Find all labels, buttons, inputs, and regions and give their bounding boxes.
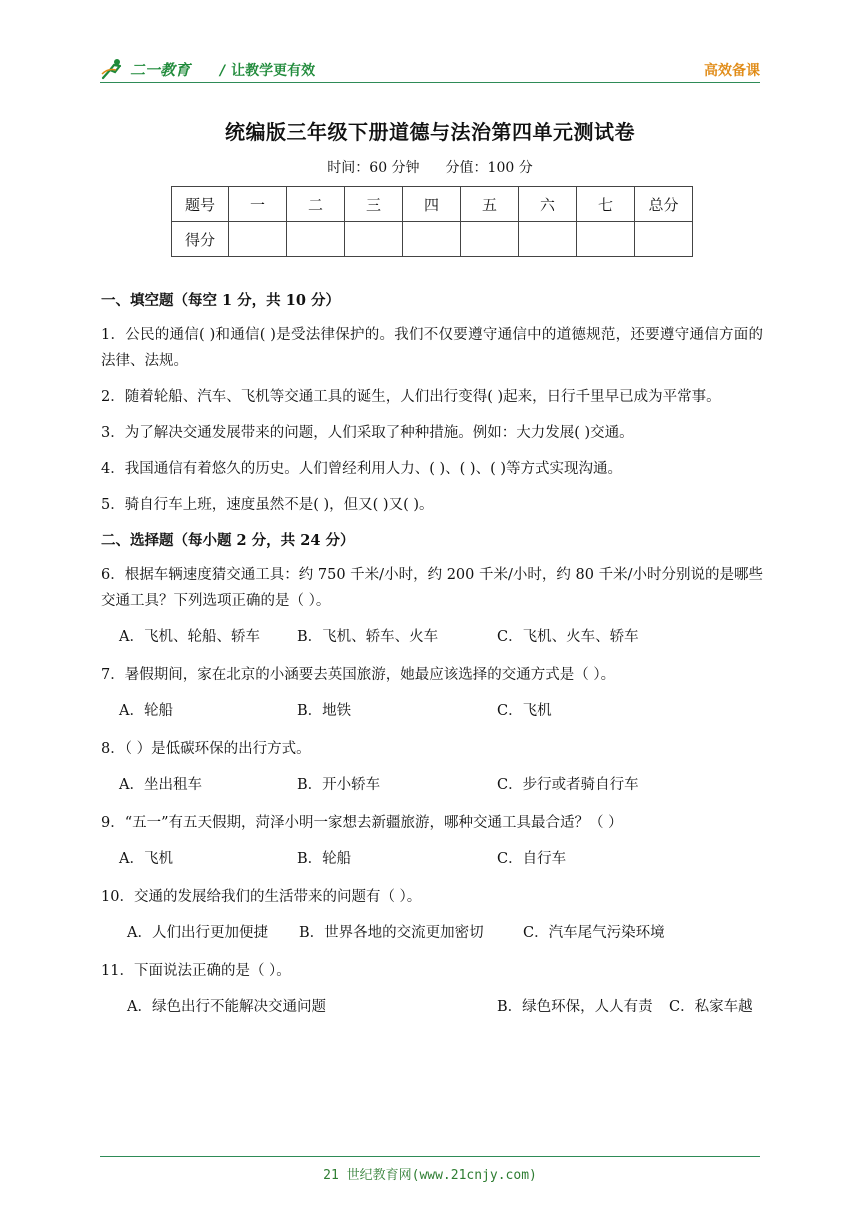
question: 2．随着轮船、汽车、飞机等交通工具的诞生，人们出行变得( )起来，日行千里早已成为平常事。 [101, 389, 721, 405]
option[interactable]: C．飞机、火车、轿车 [497, 629, 639, 645]
score-cell: 三 [345, 187, 403, 222]
exam-content [101, 288, 763, 1032]
question: 8．（ ）是低碳环保的出行方式。 [101, 741, 311, 757]
question: 7．暑假期间，家在北京的小涵要去英国旅游，她最应该选择的交通方式是（ ）。 [101, 667, 616, 683]
page-footer: 21 世纪教育网(www.21cnjy.com) [323, 1168, 537, 1183]
section-title: 二、选择题（每小题 2 分，共 24 分） [101, 532, 355, 549]
options [127, 920, 763, 946]
page-header [100, 56, 760, 84]
option[interactable]: A．坐出租车 [119, 777, 202, 793]
option[interactable]: A．人们出行更加便捷 [127, 925, 268, 941]
option[interactable]: B．轮船 [297, 851, 352, 867]
question: 6．根据车辆速度猜交通工具：约 750 千米/小时，约 200 千米/小时，约 80 千米/小时分别说的是哪些交通工具？下列选项正确的是（ ）。 [101, 567, 763, 609]
option[interactable]: C．步行或者骑自行车 [497, 777, 639, 793]
page-title: 统编版三年级下册道德与法治第四单元测试卷 [225, 120, 635, 144]
score-table-header-row [172, 187, 693, 222]
score-input-cell[interactable] [519, 222, 577, 257]
score-input-cell[interactable] [461, 222, 519, 257]
option[interactable]: A．轮船 [119, 703, 173, 719]
question: 11．下面说法正确的是（ ）。 [101, 963, 291, 979]
options [127, 994, 763, 1020]
option[interactable]: A．飞机、轮船、轿车 [119, 629, 260, 645]
score-cell: 二 [287, 187, 345, 222]
score-input-cell[interactable] [403, 222, 461, 257]
score-cell: 题号 [172, 187, 229, 222]
score-table-score-row [172, 222, 693, 257]
score-cell: 五 [461, 187, 519, 222]
option[interactable]: C．私家车越 [669, 999, 753, 1015]
options [119, 772, 763, 798]
question: 4．我国通信有着悠久的历史。人们曾经利用人力、( )、( )、( )等方式实现沟通。 [101, 461, 622, 477]
options [119, 698, 763, 724]
score-input-cell[interactable] [345, 222, 403, 257]
score-cell: 六 [519, 187, 577, 222]
exam-time: 时间：60 分钟 [327, 160, 420, 176]
score-cell: 一 [229, 187, 287, 222]
score-input-cell[interactable] [287, 222, 345, 257]
score-cell: 四 [403, 187, 461, 222]
score-input-cell[interactable] [577, 222, 635, 257]
option[interactable]: C．汽车尾气污染环境 [523, 925, 665, 941]
score-input-cell[interactable] [229, 222, 287, 257]
option[interactable]: B．飞机、轿车、火车 [297, 629, 439, 645]
brand-logo [100, 58, 190, 80]
question: 3．为了解决交通发展带来的问题，人们采取了种种措施。例如：大力发展( )交通。 [101, 425, 634, 441]
option[interactable]: B．绿色环保，人人有责 [497, 999, 653, 1015]
header-right-label: 高效备课 [704, 63, 760, 79]
score-cell: 总分 [635, 187, 693, 222]
option[interactable]: A．绿色出行不能解决交通问题 [127, 999, 326, 1015]
brand-name: 二一教育 [130, 60, 191, 79]
header-divider [100, 82, 760, 83]
exam-info [0, 157, 860, 177]
section-title: 一、填空题（每空 1 分，共 10 分） [101, 292, 340, 309]
exam-score: 分值：100 分 [445, 160, 533, 176]
footer-divider [100, 1156, 760, 1157]
question: 1．公民的通信( )和通信( )是受法律保护的。我们不仅要遵守通信中的道德规范，还要遵守通信方面的法律、法规。 [101, 327, 763, 369]
option[interactable]: B．世界各地的交流更加密切 [299, 925, 484, 941]
score-cell: 得分 [172, 222, 229, 257]
question: 5．骑自行车上班，速度虽然不是( )，但又( )又( )。 [101, 497, 434, 513]
option[interactable]: B．开小轿车 [297, 777, 381, 793]
runner-logo-icon [100, 58, 126, 80]
option[interactable]: C．自行车 [497, 851, 567, 867]
score-table [171, 186, 693, 257]
question: 10．交通的发展给我们的生活带来的问题有（ ）。 [101, 889, 422, 905]
option[interactable]: A．飞机 [119, 851, 173, 867]
option[interactable]: B．地铁 [297, 703, 352, 719]
question: 9．“五一”有五天假期，菏泽小明一家想去新疆旅游，哪种交通工具最合适？（ ） [101, 815, 623, 831]
options [119, 624, 763, 650]
score-cell: 七 [577, 187, 635, 222]
option[interactable]: C．飞机 [497, 703, 552, 719]
score-input-cell[interactable] [635, 222, 693, 257]
header-slogan: / 让教学更有效 [220, 63, 316, 79]
options [119, 846, 763, 872]
